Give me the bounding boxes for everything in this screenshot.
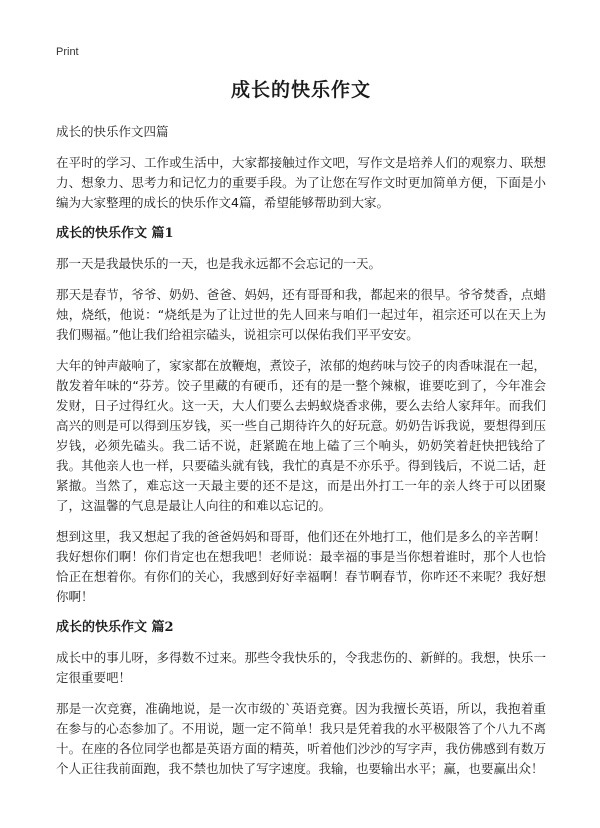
section-heading-1: 成长的快乐作文 篇1: [56, 226, 174, 241]
section-2-paragraph-2: 那是一次竞赛，准确地说，是一次市级的`英语竞赛。因为我擅长英语，所以，我抱着重在参与的心态参加了。不用说，题一定不简单！我只是凭着我的水平极限答了个八九不离十。在座的各位同学也都是英语方面的精英，听着他们沙沙的写字声，我仿佛感到有数万个人正往我前面跑，我不禁也加快了写字速度。我输，也要输出水平；赢，也要赢出众！: [56, 701, 546, 776]
section-2-paragraph-1: 成长中的事儿呀，多得数不过来。那些令我快乐的，令我悲伤的、新鲜的。我想，快乐一定很重要吧！: [56, 650, 546, 685]
section-1-paragraph-1: 那一天是我最快乐的一天，也是我永远都不会忘记的一天。: [56, 256, 382, 271]
print-link[interactable]: Print: [56, 46, 79, 58]
intro-paragraph: 在平时的学习、工作或生活中，大家都接触过作文吧，写作文是培养人们的观察力、联想力、想象力、思考力和记忆力的重要手段。为了让您在写作文时更加简单方便，下面是小编为大家整理的成长的快乐作文4篇，希望能够帮助到大家。: [56, 155, 546, 210]
page-title: 成长的快乐作文: [230, 79, 371, 101]
section-1-paragraph-3: 大年的钟声敲响了，家家都在放鞭炮，煮饺子，浓郁的炮药味与饺子的肉香味混在一起，散发着年味的“芬芳。饺子里藏的有硬币，还有的是一整个辣椒，谁要吃到了，今年准会发财，日子过得红火。这一天，大人们要么去蚂蚁烧香求佛，要么去给人家拜年。而我们高兴的则是可以得到压岁钱，买一些自己期待许久的好玩意。奶奶告诉我说，要想得到压岁钱，必须先磕头。我二话不说，赶紧跪在地上磕了三个响头，奶奶笑着赶快把钱给了我。其他亲人也一样，只要磕头就有钱，我忙的真是不亦乐乎。得到钱后，不说二话，赶紧撤。当然了，难忘这一天最主要的还不是这，而是出外打工一年的亲人终于可以团聚了，这温馨的气息是最让人向往的和难以忘记的。: [56, 358, 546, 513]
document-page: [56, 44, 546, 790]
article-subtitle: 成长的快乐作文四篇: [56, 124, 169, 139]
section-heading-2: 成长的快乐作文 篇2: [56, 620, 174, 635]
section-1-paragraph-2: 那天是春节，爷爷、奶奶、爸爸、妈妈，还有哥哥和我，都起来的很早。爷爷焚香，点蜡烛，烧纸，他说：“烧纸是为了让过世的先人回来与咱们一起过年，祖宗还可以在天上为我们赐福。”他让我们给祖宗磕头，说祖宗可以保佑我们平平安安。: [56, 287, 546, 342]
section-1-paragraph-4: 想到这里，我又想起了我的爸爸妈妈和哥哥，他们还在外地打工，他们是多么的辛苦啊！我好想你们啊！你们肯定也在想我吧！老师说：最幸福的事是当你想着谁时，那个人也恰恰正在想着你。有你们的关心，我感到好好幸福啊！春节啊春节，你咋还不来呢？我好想你啊！: [56, 529, 546, 604]
